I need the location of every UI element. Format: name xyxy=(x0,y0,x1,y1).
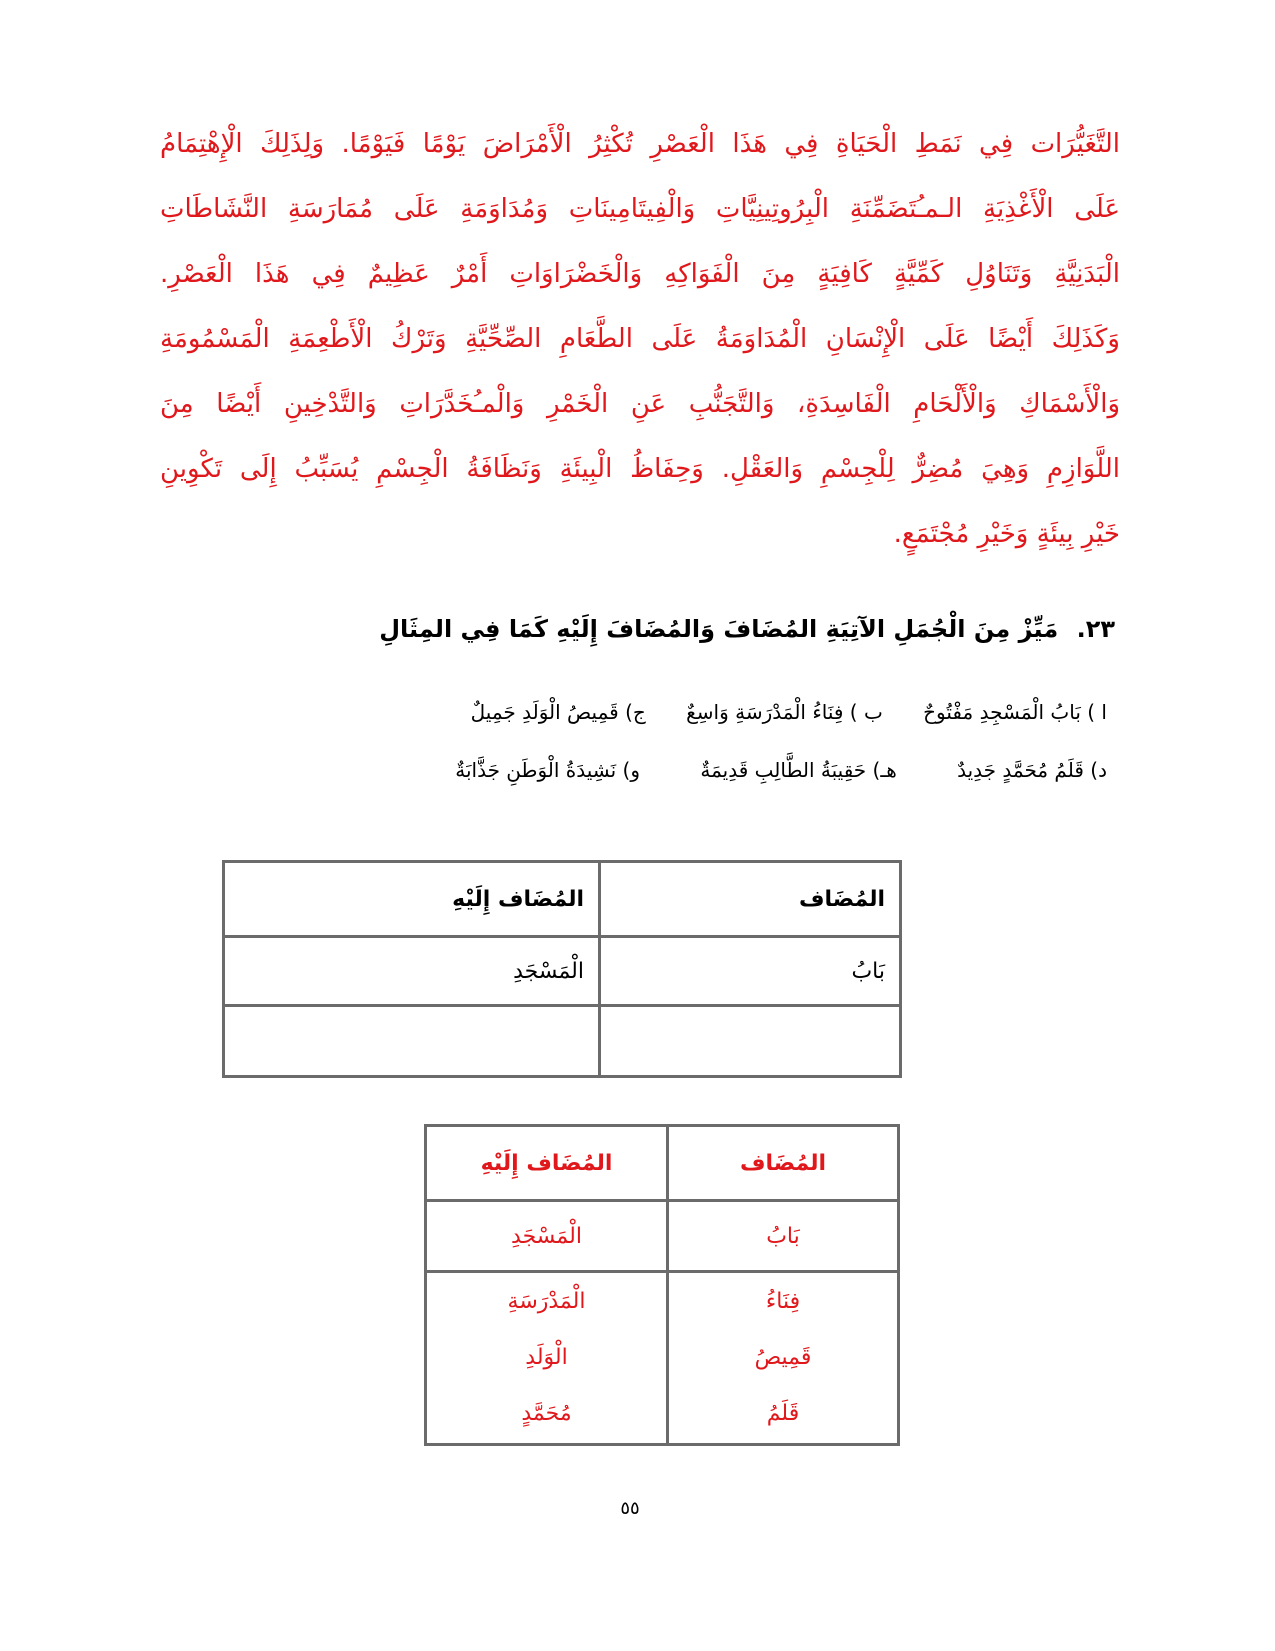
table-row xyxy=(224,937,901,1006)
header-mudaf: المُضَاف xyxy=(668,1126,899,1201)
question-table xyxy=(222,860,902,1078)
paragraph-line: التَّغَيُّرَات فِي نَمَطِ الْحَيَاةِ فِي هَذَا الْعَصْرِ تُكْثِرُ الْأَمْرَاضَ يَوْمًا فَيَوْمًا. وَلِذَلِكَ الْإِهْتِمَامُ xyxy=(160,129,1120,159)
table-row-empty xyxy=(224,1006,901,1077)
cell-empty xyxy=(224,1006,600,1077)
question-text: مَيِّزْ مِنَ الْجُمَلِ الآتِيَةِ المُضَافَ وَالمُضَافَ إِلَيْهِ كَمَا فِي المِثَالِ xyxy=(379,615,1059,643)
list-item: قَمِيصُ xyxy=(754,1345,812,1370)
table-row xyxy=(426,1272,899,1445)
option-item: ا ) بَابُ الْمَسْجِدِ مَفْتُوحٌ xyxy=(923,700,1107,724)
table-header-row xyxy=(426,1126,899,1201)
paragraph-line: وَالْأَسْمَاكِ وَالْأَلْحَامِ الْفَاسِدَةِ، وَالتَّجَنُّبِ عَنِ الْخَمْرِ وَالْمـُخَدَّرَاتِ وَالتَّدْخِينِ أَيْضًا مِنَ xyxy=(160,389,1120,419)
cell-empty xyxy=(600,1006,901,1077)
cell-mudaf-ilayh-list xyxy=(426,1272,668,1445)
cell-mudaf-ilayh: الْمَسْجَدِ xyxy=(224,937,600,1006)
table-row xyxy=(426,1201,899,1272)
paragraph-line: عَلَى الْأَغْذِيَةِ الـمـُتَضَمِّنَةِ الْبِرُوتِينِيَّاتِ وَالْفِيتَامِينَاتِ وَمُدَاوَمَةِ عَلَى مُمَارَسَةِ النَّشَاطَاتِ xyxy=(160,194,1120,224)
cell-mudaf-ilayh: الْمَسْجَدِ xyxy=(426,1201,668,1272)
header-mudaf-ilayh: المُضَاف إِلَيْهِ xyxy=(426,1126,668,1201)
cell-mudaf-list xyxy=(668,1272,899,1445)
option-item: و) نَشِيدَةُ الْوَطَنِ جَذَّابَةٌ xyxy=(455,758,641,782)
option-item: د) قَلَمُ مُحَمَّدٍ جَدِيدٌ xyxy=(957,758,1107,782)
list-item: الْمَدْرَسَةِ xyxy=(507,1289,586,1314)
red-paragraph xyxy=(160,112,1120,567)
option-item: هـ) حَقِيبَةُ الطَّالِبِ قَدِيمَةٌ xyxy=(700,758,897,782)
cell-mudaf: بَابُ xyxy=(668,1201,899,1272)
paragraph-line: وَكَذَلِكَ أَيْضًا عَلَى الْإِنْسَانِ الْمُدَاوَمَةُ عَلَى الطَّعَامِ الصِّحِّيَّةِ وَتَرْكُ الْأَطْعِمَةِ الْمَسْمُومَةِ xyxy=(160,324,1120,354)
paragraph-line: الْبَدَنِيَّةِ وَتَنَاوُلِ كَمِّيَّةٍ كَافِيَةٍ مِنَ الْفَوَاكِهِ وَالْخَضْرَاوَاتِ أَمْرٌ عَظِيمٌ فِي هَذَا الْعَصْرِ. xyxy=(160,259,1120,289)
list-item: الْوَلَدِ xyxy=(525,1345,568,1370)
header-mudaf-ilayh: المُضَاف إِلَيْهِ xyxy=(224,862,600,937)
list-item: قَلَمُ xyxy=(766,1401,800,1426)
header-mudaf: المُضَاف xyxy=(600,862,901,937)
options-row-1 xyxy=(207,700,1107,724)
list-item: فِنَاءُ xyxy=(765,1289,801,1314)
question-number: ٢٣. xyxy=(1076,615,1115,643)
paragraph-line: خَيْرِ بِيئَةٍ وَخَيْرِ مُجْتَمَعٍ. xyxy=(893,519,1120,549)
paragraph-line: اللَّوَازِمِ وَهِيَ مُضِرٌّ لِلْجِسْمِ وَالعَقْلِ. وَحِفَاظُ الْبِيئَةِ وَنَظَافَةُ الْجِسْمِ يُسَبِّبُ إِلَى تَكْوِينِ xyxy=(160,454,1120,484)
list-item: مُحَمَّدٍ xyxy=(521,1401,572,1426)
option-item: ج) قَمِيصُ الْوَلَدِ جَمِيلٌ xyxy=(470,700,646,724)
option-item: ب ) فِنَاءُ الْمَدْرَسَةِ وَاسِعٌ xyxy=(686,700,883,724)
table-header-row xyxy=(224,862,901,937)
answer-table xyxy=(424,1124,900,1446)
page-number: ٥٥ xyxy=(620,1498,640,1519)
options-row-2 xyxy=(207,758,1107,782)
question-heading xyxy=(155,615,1115,643)
cell-mudaf: بَابُ xyxy=(600,937,901,1006)
